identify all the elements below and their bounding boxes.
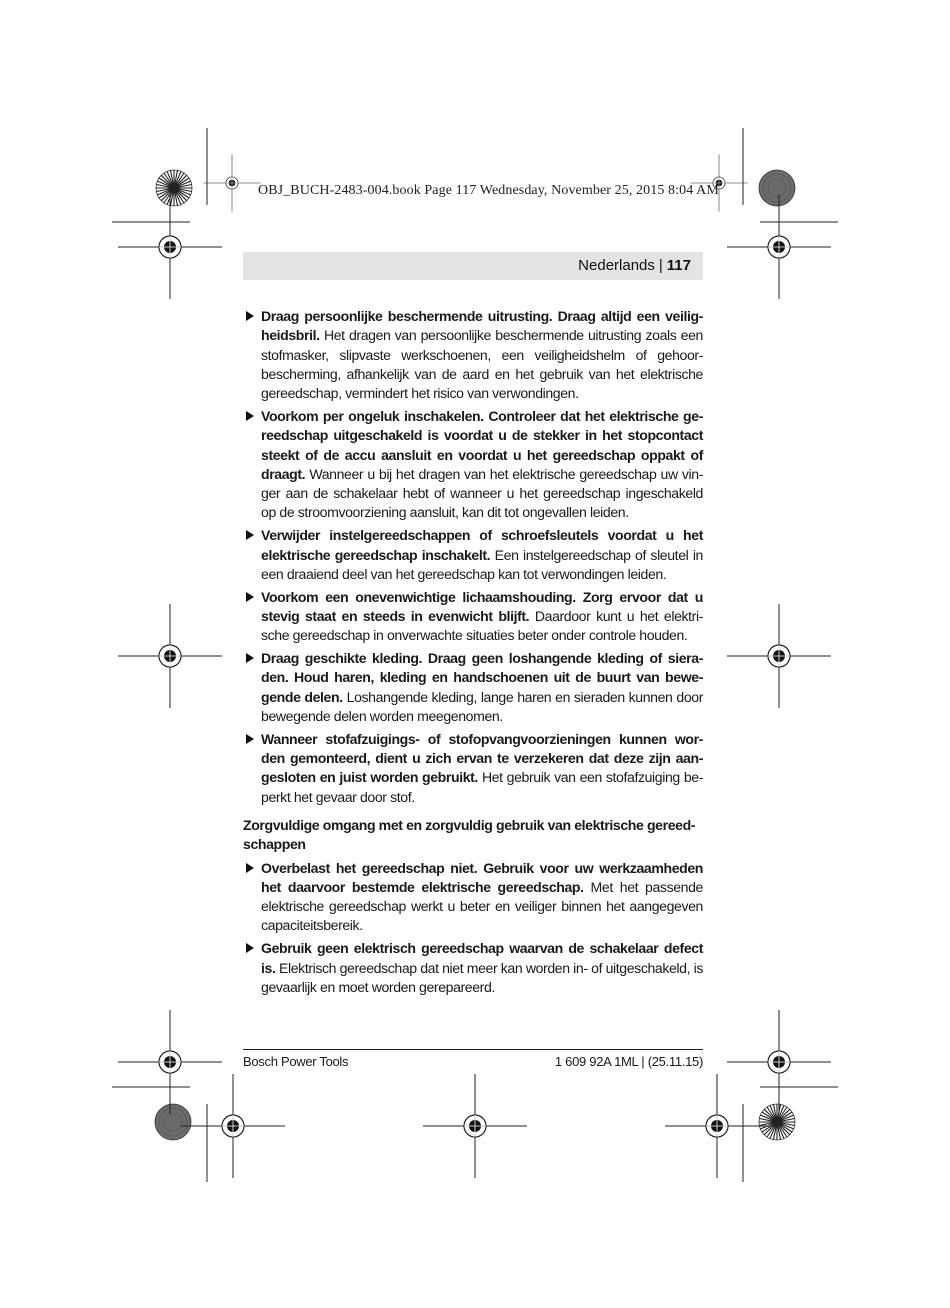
page-header (243, 252, 703, 280)
item-bold-text: Voorkom per ongeluk inschakelen. Controleer dat het elektrische ge-reedschap uitgeschakeld is voordat u de stekker in het stopcontact steekt of de accu aansluit en voordat u het gereedschap oppakt of draagt. (261, 407, 703, 482)
bullet-triangle-icon (246, 530, 254, 540)
bullet-triangle-icon (246, 653, 254, 663)
footer-brand: Bosch Power Tools (243, 1054, 349, 1069)
list-item (243, 526, 703, 584)
item-bold-text: Draag persoonlijke beschermende uitrusting. Draag altijd een veilig-heidsbril. (261, 308, 703, 344)
item-text: Een instelgereedschap of sleutel in een draaiend deel van het gereedschap kan tot verwondingen leiden. (261, 546, 703, 582)
bullet-triangle-icon (246, 311, 254, 321)
item-bold-text: Overbelast het gereedschap niet. Gebruik voor uw werkzaamheden het daarvoor bestemde elektrische gereedschap. (261, 859, 703, 895)
print-info-line: OBJ_BUCH-2483-004.book Page 117 Wednesday, November 25, 2015 8:04 AM (258, 183, 719, 198)
list-item (243, 407, 703, 523)
list-item (243, 649, 703, 726)
bullet-triangle-icon (246, 943, 254, 953)
item-bold-text: Wanneer stofafzuigings- of stofopvangvoorzieningen kunnen wor-den gemonteerd, dient u zich ervan te verzekeren dat deze zijn aan-gesloten en juist worden gebruikt. (261, 730, 703, 786)
item-bold-text: Draag geschikte kleding. Draag geen loshangende kleding of siera-den. Houd haren, kleding en handschoenen uit de buurt van bewe-gende delen. (261, 650, 703, 705)
header-text (578, 257, 691, 274)
item-text: Wanneer u bij het dragen van het elektrische gereedschap uw vin-ger aan de schakelaar hebt of wanneer u het gereedschap ingeschakeld op de stroomvoorziening aansluit, kan dit tot ongevallen leiden. (261, 465, 703, 521)
list-item (243, 939, 703, 997)
footer-document-code: 1 609 92A 1ML | (25.11.15) (554, 1054, 703, 1069)
item-bold-text: Verwijder instelgereedschappen of schroefsleutels voordat u het elektrische gereedschap inschakelt. (261, 527, 703, 563)
list-item (243, 588, 703, 646)
item-bold-text: Gebruik geen elektrisch gereedschap waarvan de schakelaar defect is. (261, 940, 703, 976)
bullet-triangle-icon (246, 734, 254, 744)
bullet-triangle-icon (246, 863, 254, 873)
bullet-triangle-icon (246, 592, 254, 602)
list-item (243, 307, 703, 403)
header-language: Nederlands (578, 257, 655, 274)
list-item (243, 730, 703, 807)
item-text: Het gebruik van een stofafzuiging be-perkt het gevaar door stof. (261, 769, 703, 805)
item-text: Daardoor kunt u het elektri-sche gereedschap in onverwachte situaties beter onder controle houden. (261, 607, 703, 644)
item-text: Elektrisch gereedschap dat niet meer kan worden in- of uitgeschakeld, is gevaarlijk en moet worden gerepareerd. (261, 959, 704, 995)
item-text: Loshangende kleding, lange haren en sieraden kunnen door bewegende delen worden meegenomen. (261, 688, 703, 724)
header-separator: | (658, 257, 663, 274)
item-bold-text: Voorkom een onevenwichtige lichaamshouding. Zorg ervoor dat u stevig staat en steeds in evenwicht blijft. (261, 588, 703, 624)
item-text: Met het passende elektrische gereedschap werkt u beter en veiliger binnen het aangegeven capaciteitsbereik. (261, 878, 703, 934)
section-heading: Zorgvuldige omgang met en zorgvuldig gebruik van elektrische gereed-schappen (243, 816, 696, 853)
footer-divider (243, 1049, 703, 1050)
main-content (243, 307, 703, 1001)
bullet-triangle-icon (246, 411, 254, 421)
item-text: Het dragen van persoonlijke beschermende uitrusting zoals een stofmasker, slipvaste werkschoenen, een veiligheidshelm of gehoor-bescherming, afhankelijk van de aard en het gebruik van het elektrische gereedschap, vermindert het risico van verwondingen. (261, 327, 703, 402)
page-number: 117 (666, 257, 691, 274)
list-item (243, 859, 703, 936)
